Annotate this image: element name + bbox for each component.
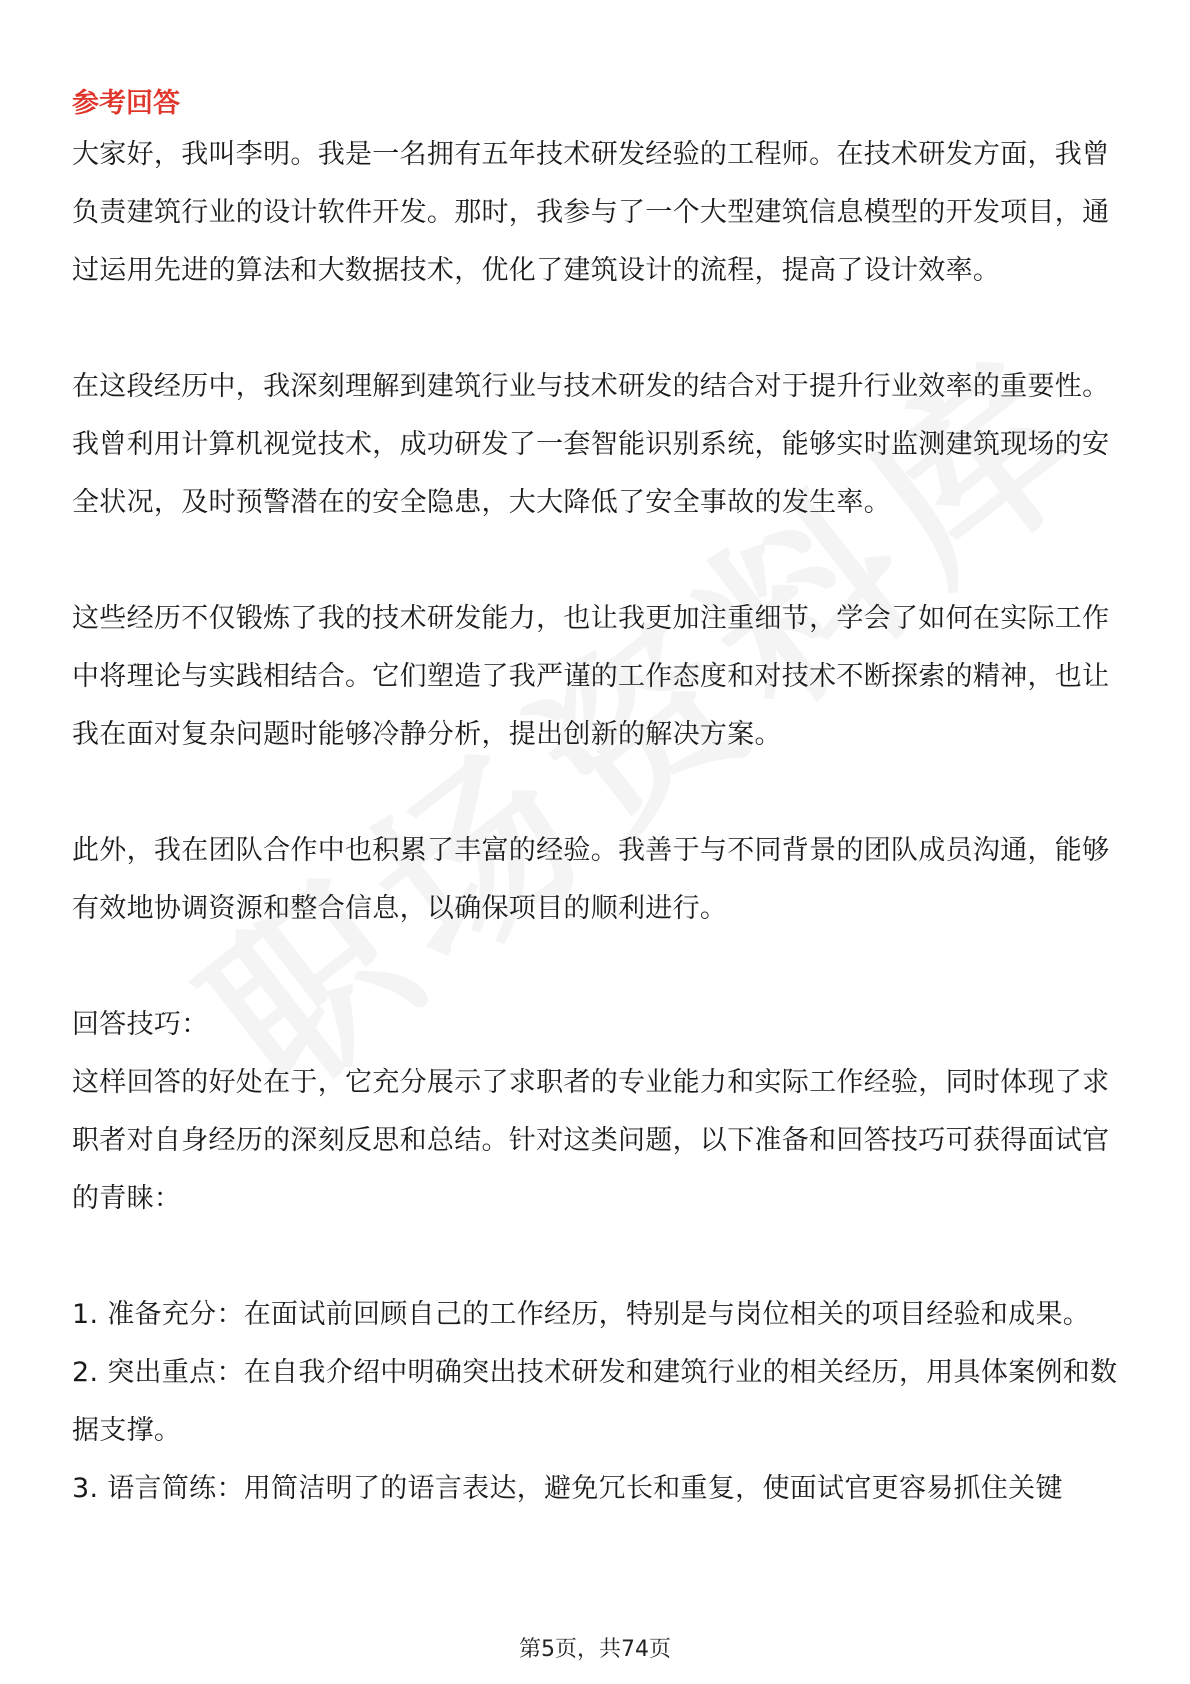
- tip-item-2: 2. 突出重点：在自我介绍中明确突出技术研发和建筑行业的相关经历，用具体案例和数据支撑。: [72, 1357, 1118, 1446]
- answer-paragraph-2: 在这段经历中，我深刻理解到建筑行业与技术研发的结合对于提升行业效率的重要性。我曾利用计算机视觉技术，成功研发了一套智能识别系统，能够实时监测建筑现场的安全状况，及时预警潜在的安全隐患，大大降低了安全事故的发生率。: [72, 371, 1110, 518]
- tip-item-1: 1. 准备充分：在面试前回顾自己的工作经历，特别是与岗位相关的项目经验和成果。: [72, 1299, 1091, 1330]
- paragraph-gap: [72, 764, 1122, 822]
- paragraph-gap: [72, 938, 1122, 996]
- document-content: [72, 84, 1122, 1518]
- answer-paragraph-4: 此外，我在团队合作中也积累了丰富的经验。我善于与不同背景的团队成员沟通，能够有效地协调资源和整合信息，以确保项目的顺利进行。: [72, 835, 1110, 924]
- paragraph-gap: [72, 300, 1122, 358]
- section-heading: 参考回答: [72, 88, 180, 119]
- paragraph-gap: [72, 1228, 1122, 1286]
- tip-item-3: 3. 语言简练：用简洁明了的语言表达，避免冗长和重复，使面试官更容易抓住关键: [72, 1473, 1063, 1504]
- page-number: 第5页，共74页: [519, 1637, 671, 1662]
- tips-intro: 这样回答的好处在于，它充分展示了求职者的专业能力和实际工作经验，同时体现了求职者对自身经历的深刻反思和总结。针对这类问题，以下准备和回答技巧可获得面试官的青睐：: [72, 1067, 1110, 1214]
- tips-label: 回答技巧：: [72, 1009, 209, 1040]
- answer-paragraph-1: 大家好，我叫李明。我是一名拥有五年技术研发经验的工程师。在技术研发方面，我曾负责建筑行业的设计软件开发。那时，我参与了一个大型建筑信息模型的开发项目，通过运用先进的算法和大数据技术，优化了建筑设计的流程，提高了设计效率。: [72, 139, 1110, 286]
- paragraph-gap: [72, 532, 1122, 590]
- answer-paragraph-3: 这些经历不仅锻炼了我的技术研发能力，也让我更加注重细节，学会了如何在实际工作中将理论与实践相结合。它们塑造了我严谨的工作态度和对技术不断探索的精神，也让我在面对复杂问题时能够冷静分析，提出创新的解决方案。: [72, 603, 1110, 750]
